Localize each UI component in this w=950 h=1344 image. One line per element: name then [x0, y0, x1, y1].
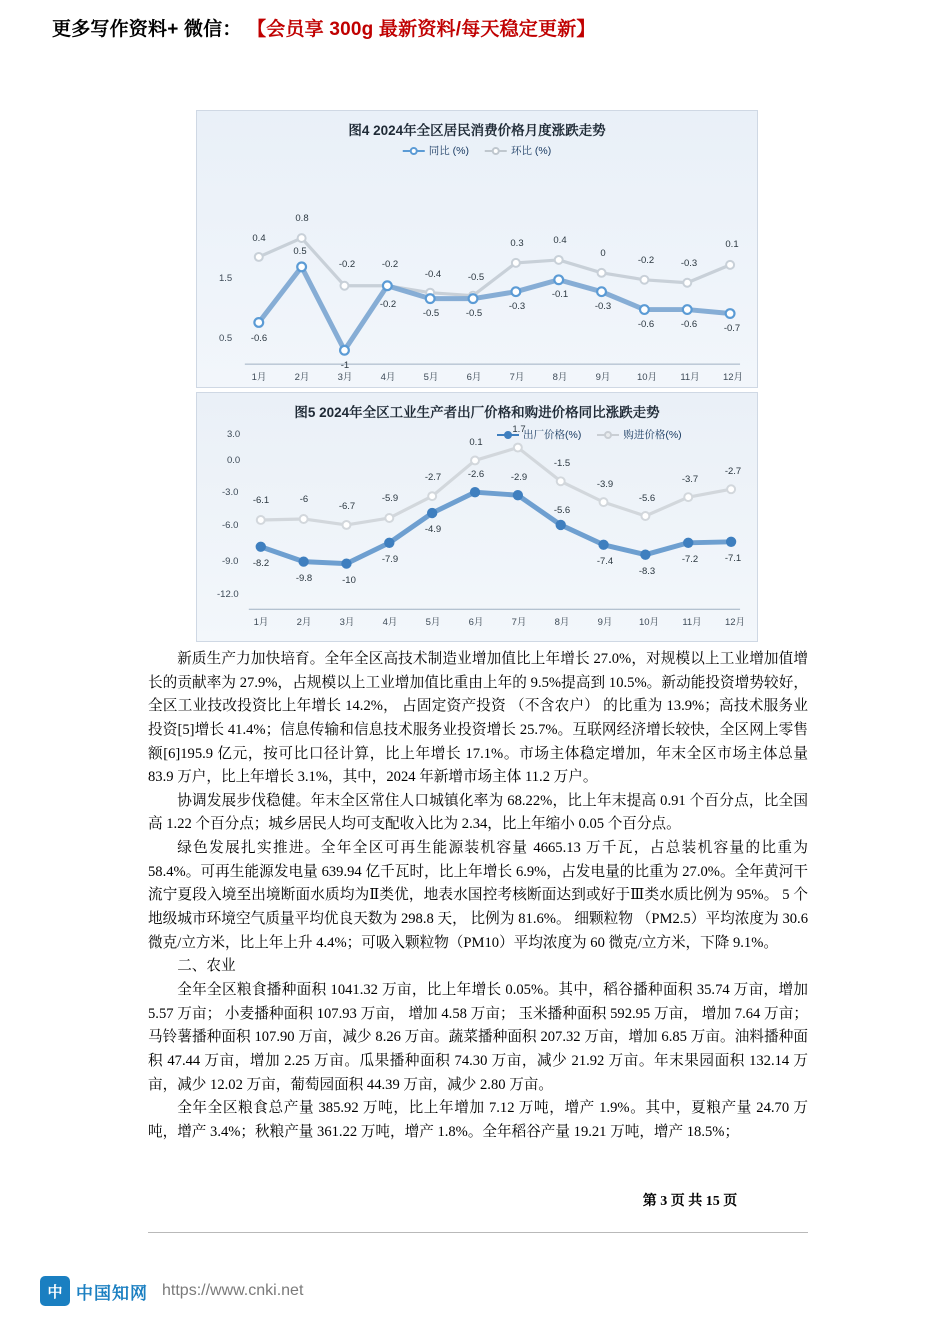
- chart-5-ytick: -9.0: [222, 556, 239, 567]
- paragraph-new-productivity: 新质生产力加快培育。全年全区高技术制造业增加值比上年增长 27.0%，对规模以上工业增加值增长的贡献率为 27.9%，占规模以上工业增加值比重由上年的 9.5%提高到 10.5%。新动能投资增势较好， 全区工业技改投资比上年增长 14.2%， 占固定资产投资 （不含农户） 的比重为 13.9%；高技术服务业投资[5]增长 41.4%；信息传输和信息技术服务业投资增长 25.7%。互联网经济增长较快，全区网上零售额[6]195.9 亿元，按可比口径计算，比上年增长 17.1%。市场主体稳定增加，年末全区市场主体总量 83.9 万户，比上年增长 3.1%，其中，2024 年新增市场主体 11.2 万户。: [148, 651, 808, 786]
- chart-4-label-tongbi: 0.8: [295, 213, 309, 224]
- chart-4-label-tongbi: -0.2: [637, 255, 655, 266]
- chart-5-label-goujin: -2.7: [424, 472, 442, 483]
- cnki-logo: [40, 1276, 148, 1306]
- chart-4-label-huanbi: -1: [340, 360, 350, 371]
- chart-5-xtick: 10月: [638, 617, 660, 628]
- chart-5-label-goujin: 1.7: [512, 424, 526, 435]
- chart-4-xtick: 8月: [552, 372, 568, 383]
- chart-5-label-goujin: -6.1: [252, 495, 270, 506]
- chart-5-label-goujin: -5.9: [381, 493, 399, 504]
- chart-5-label-goujin: -3.9: [596, 479, 614, 490]
- section-heading-agriculture: 二、农业: [177, 958, 236, 975]
- promo-banner-part2: 【会员享 300g 最新资料/每天稳定更新】: [247, 19, 596, 40]
- chart-4-label-tongbi: 0.1: [725, 239, 739, 250]
- chart-4-title: 图4 2024年全区居民消费价格月度涨跌走势: [348, 123, 606, 138]
- chart-4-xtick: 6月: [466, 372, 482, 383]
- chart-5-ytick: -3.0: [222, 487, 239, 498]
- page-number: [0, 1190, 950, 1210]
- chart-4-xtick: 12月: [722, 372, 744, 383]
- document-body: [148, 648, 808, 1144]
- paragraph-coordinated-development: 协调发展步伐稳健。年末全区常住人口城镇化率为 68.22%，比上年末提高 0.91 个百分点，比全国高 1.22 个百分点；城乡居民人均可支配收入比为 2.34，比上年缩小 0.05 个百分点。: [148, 792, 808, 833]
- chart-4-label-tongbi: -0.3: [680, 258, 698, 269]
- legend-label: 环比 (%): [511, 145, 552, 157]
- chart-4-xtick: 1月: [251, 372, 267, 383]
- chart-4-label-huanbi: -0.6: [637, 319, 655, 330]
- chart-4-xtick: 11月: [680, 372, 700, 383]
- chart-5-label-chuchang: -8.3: [638, 566, 656, 577]
- chart-5-ytick: 0.0: [227, 455, 241, 466]
- paragraph-sown-area: 全年全区粮食播种面积 1041.32 万亩，比上年增长 0.05%。其中，稻谷播种面积 35.74 万亩，增加 5.57 万亩； 小麦播种面积 107.93 万亩， 增加 4.58 万亩； 玉米播种面积 592.95 万亩， 增加 7.64 万亩；马铃薯播种面积 107.90 万亩，减少 8.26 万亩。蔬菜播种面积 207.32 万亩，增加 6.85 万亩。油料播种面积 47.44 万亩，增加 2.25 万亩。瓜果播种面积 74.30 万亩，减少 21.92 万亩。年末果园面积 132.14 万亩，减少 12.02 万亩，葡萄园面积 44.39 万亩，减少 2.80 万亩。: [148, 981, 808, 1093]
- legend-label: 同比 (%): [428, 145, 469, 157]
- chart-4-label-huanbi: -0.7: [723, 323, 741, 334]
- cnki-mark-icon: 中: [40, 1276, 70, 1306]
- chart-5-label-chuchang: -7.1: [724, 553, 742, 564]
- chart-4-label-huanbi: -0.3: [594, 301, 612, 312]
- cnki-url: https://www.cnki.net: [162, 1282, 304, 1299]
- cnki-watermark: [40, 1276, 303, 1306]
- chart-4-xtick: 7月: [509, 372, 525, 383]
- chart-5-xtick: 4月: [382, 617, 398, 628]
- chart-4-label-huanbi: -0.5: [465, 308, 483, 319]
- chart-5-label-goujin: -6.7: [338, 501, 356, 512]
- chart-4-xtick: 5月: [423, 372, 439, 383]
- chart-5-xtick: 8月: [554, 617, 570, 628]
- chart-4-label-huanbi: 0.5: [293, 246, 307, 257]
- chart-4-ytick: 1.5: [219, 273, 233, 284]
- chart-5-ytick: 3.0: [227, 429, 241, 440]
- chart-4-plot: [197, 111, 757, 387]
- chart-4-label-tongbi: 0.3: [510, 238, 524, 249]
- chart-4-xtick: 2月: [294, 372, 310, 383]
- chart-4-xtick: 3月: [337, 372, 353, 383]
- chart-5-label-chuchang: -4.9: [424, 524, 442, 535]
- chart-5-xtick: 2月: [296, 617, 312, 628]
- page-number-text: 第 3 页 共 15 页: [642, 1194, 738, 1209]
- promo-banner: [52, 14, 596, 41]
- chart-5-label-chuchang: -5.6: [553, 505, 571, 516]
- chart-4-xtick: 10月: [636, 372, 658, 383]
- chart-figure-5: [196, 392, 758, 642]
- chart-5-label-goujin: -1.5: [553, 458, 571, 469]
- paragraph-grain-output: 全年全区粮食总产量 385.92 万吨，比上年增加 7.12 万吨，增产 1.9%。其中，夏粮产量 24.70 万吨，增产 3.4%；秋粮产量 361.22 万吨，增产 1.8%。全年稻谷产量 19.21 万吨，增产 18.5%；: [148, 1100, 808, 1140]
- chart-5-label-chuchang: -7.9: [381, 554, 399, 565]
- chart-5-xtick: 12月: [724, 617, 746, 628]
- chart-4-xtick: 4月: [380, 372, 396, 383]
- chart-4-label-tongbi: -0.5: [467, 272, 485, 283]
- chart-5-xtick: 11月: [682, 617, 702, 628]
- chart-5-plot: [197, 393, 757, 641]
- chart-4-label-huanbi: -0.2: [379, 299, 397, 310]
- chart-4-xtick: 9月: [595, 372, 611, 383]
- chart-5-xtick: 7月: [511, 617, 527, 628]
- chart-5-label-goujin: -6: [299, 494, 309, 505]
- chart-4-label-huanbi: -0.1: [551, 289, 569, 300]
- chart-5-label-chuchang: -2.6: [467, 469, 485, 480]
- chart-5-ytick: -12.0: [217, 589, 239, 600]
- chart-5-label-chuchang: -7.2: [681, 554, 699, 565]
- footer-divider: [148, 1232, 808, 1233]
- chart-4-label-tongbi: -0.2: [381, 259, 399, 270]
- chart-4-label-huanbi: -0.5: [422, 308, 440, 319]
- chart-5-label-chuchang: -8.2: [252, 558, 270, 569]
- chart-4-ytick: 0.5: [219, 333, 233, 344]
- chart-5-xtick: 3月: [339, 617, 355, 628]
- chart-5-label-chuchang: -9.8: [295, 573, 313, 584]
- chart-5-label-goujin: -5.6: [638, 493, 656, 504]
- chart-5-xtick: 6月: [468, 617, 484, 628]
- chart-4-label-tongbi: -0.4: [424, 269, 442, 280]
- chart-4-label-tongbi: 0.4: [553, 235, 567, 246]
- chart-4-label-tongbi: 0: [600, 248, 606, 259]
- chart-4-label-tongbi: 0.4: [252, 233, 266, 244]
- promo-banner-part1: 更多写作资料+ 微信：: [52, 19, 242, 40]
- paragraph-green-development: 绿色发展扎实推进。全年全区可再生能源装机容量 4665.13 万千瓦，占总装机容量的比重为 58.4%。可再生能源发电量 639.94 亿千瓦时，比上年增长 6.9%，占发电量的比重为 27.0%。全年黄河干流宁夏段入境至出境断面水质均为Ⅱ类优，地表水国控考核断面达到或好于Ⅲ类水质比例为 95%。 5 个地级城市环境空气质量平均优良天数为 298.8 天， 比例为 81.6%。 细颗粒物 （PM2.5）平均浓度为 30.6 微克/立方米，比上年上升 4.4%；可吸入颗粒物（PM10）平均浓度为 60 微克/立方米，下降 9.1%。: [148, 840, 808, 951]
- chart-4-label-tongbi: -0.2: [338, 259, 356, 270]
- cnki-name: 中国知网: [76, 1283, 148, 1303]
- chart-5-label-chuchang: -10: [342, 575, 356, 586]
- legend-label: 出厂价格(%): [523, 429, 582, 441]
- chart-5-title: 图5 2024年全区工业生产者出厂价格和购进价格同比涨跌走势: [294, 405, 660, 420]
- chart-5-xtick: 9月: [597, 617, 613, 628]
- legend-label: 购进价格(%): [623, 429, 682, 441]
- chart-5-label-goujin: -2.7: [724, 466, 742, 477]
- chart-5-xtick: 5月: [425, 617, 441, 628]
- chart-5-xtick: 1月: [253, 617, 269, 628]
- chart-5-ytick: -6.0: [222, 520, 239, 531]
- chart-5-label-chuchang: -2.9: [510, 472, 528, 483]
- chart-figure-4: [196, 110, 758, 388]
- chart-5-label-goujin: 0.1: [469, 437, 483, 448]
- chart-5-label-chuchang: -7.4: [596, 556, 614, 567]
- chart-4-label-huanbi: -0.3: [508, 301, 526, 312]
- chart-5-label-goujin: -3.7: [681, 474, 699, 485]
- chart-4-label-huanbi: -0.6: [680, 319, 698, 330]
- chart-4-label-huanbi: -0.6: [250, 333, 268, 344]
